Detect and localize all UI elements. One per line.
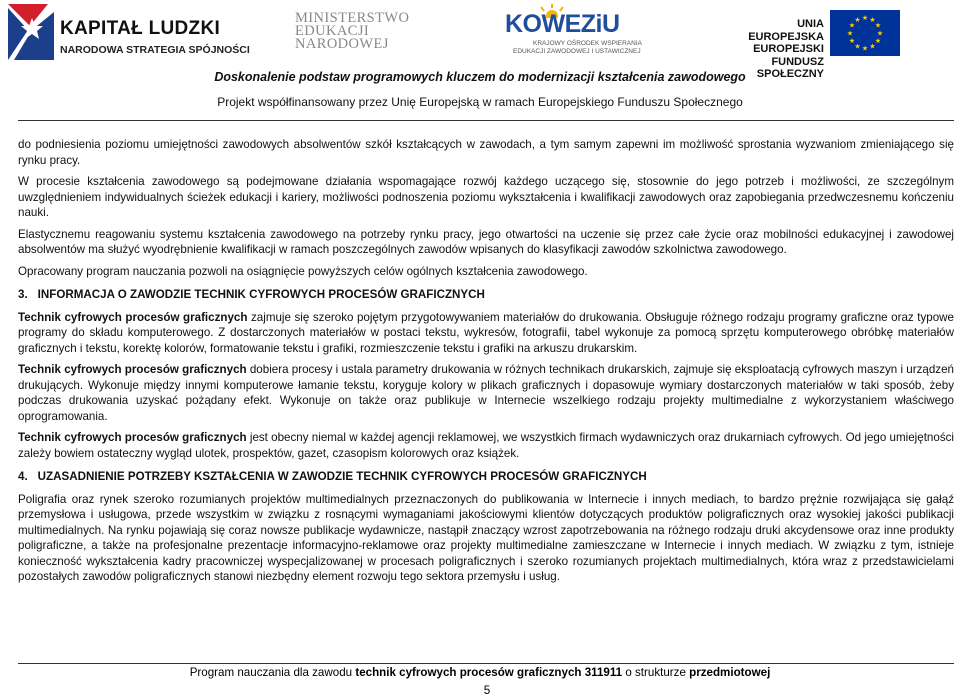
kowezu-subtitle-1: KRAJOWY OŚRODEK WSPIERANIA <box>533 40 642 47</box>
kapital-ludzki-title: KAPITAŁ LUDZKI <box>60 18 221 39</box>
svg-text:★: ★ <box>848 37 856 45</box>
section-3-heading <box>18 287 954 303</box>
page-footer <box>0 666 960 679</box>
svg-text:★: ★ <box>846 29 854 38</box>
ministerstwo-line2: EDUKACJI <box>295 23 370 39</box>
footer-structure: przedmiotowej <box>689 666 771 679</box>
paragraph: Opracowany program nauczania pozwoli na osiągnięcie powyższych celów ogólnych kształcenia zawodowego. <box>18 264 588 278</box>
kapital-ludzki-subtitle: NARODOWA STRATEGIA SPÓJNOŚCI <box>60 44 250 56</box>
ministerstwo-logo <box>295 12 425 54</box>
svg-text:★: ★ <box>854 16 861 24</box>
ministerstwo-line3: NARODOWEJ <box>295 36 389 52</box>
ue-line2: EUROPEJSKI <box>753 43 824 55</box>
header-divider <box>18 120 954 121</box>
paragraph-text: zajmuje się szeroko pojętym przygotowywaniem materiałów do drukowania. Obsługuje różnego rodzaju programy graficzne oraz typowe programy do składu komputerowego. Z dostarczonych materiałów w postaci tekstu, wykresów, fotografii, tabel wykonuje za pomocą sprzętu komputerowego obróbkę materiałów graficznych i tekstu, korektę kolorów, formatowanie tekstu i grafiki, rozmieszczenie tekstu i grafiki na arkuszu drukarskim. <box>18 310 954 355</box>
section-title: UZASADNIENIE POTRZEBY KSZTAŁCENIA W ZAWODZIE TECHNIK CYFROWYCH PROCESÓW GRAFICZNYCH <box>37 470 647 483</box>
footer-middle: o strukturze <box>622 666 690 679</box>
paragraph: do podniesienia poziomu umiejętności zawodowych absolwentów szkół kształcących w zawodach, a tym samym zapewni im możliwość sprostania wyzwaniom zmieniającego się rynku pracy. <box>18 138 954 167</box>
unia-europejska-logo <box>720 10 952 80</box>
section-number: 3. <box>18 288 28 301</box>
program-subtitle: Doskonalenie podstaw programowych kluczem do modernizacji kształcenia zawodowego <box>214 70 746 84</box>
footer-profession: technik cyfrowych procesów graficznych 311911 <box>355 666 623 679</box>
svg-text:★: ★ <box>854 42 861 51</box>
bold-term: Technik cyfrowych procesów graficznych <box>18 310 248 324</box>
cofinancing-subtitle: Projekt współfinansowany przez Unię Europejską w ramach Europejskiego Funduszu Społecznego <box>217 95 743 109</box>
paragraph <box>18 362 954 424</box>
svg-text:★: ★ <box>861 14 869 22</box>
paragraph-text: dobiera procesy i ustala parametry drukowania w różnych technikach drukarskich, zajmuje się eksploatacją cyfrowych maszyn i urządzeń drukujących. Wykonuje między innymi komputerowe łamanie tekstu, koryguje kolory w plikach graficznych i dopasowuje wymiary dostarczonych materiałów w taki sposób, żeby podczas drukowania uzyskać pożądany efekt. Wykonuje on także oraz publikuje w Internecie wszelkiego rodzaju projekty multimedialne z wykorzystaniem właściwego oprogramowania. <box>18 363 955 423</box>
svg-text:★: ★ <box>874 21 882 30</box>
section-4-heading <box>18 469 954 485</box>
kowezu-logo <box>505 4 642 58</box>
footer-prefix: Program nauczania dla zawodu <box>189 666 356 679</box>
section-title: INFORMACJA O ZAWODZIE TECHNIK CYFROWYCH PROCESÓW GRAFICZNYCH <box>37 288 485 301</box>
page-number: 5 <box>483 684 491 697</box>
section-number: 4. <box>18 470 28 483</box>
document-body <box>18 137 954 591</box>
ue-line3: FUNDUSZ SPOŁECZNY <box>756 55 824 80</box>
paragraph: W procesie kształcenia zawodowego są podejmowane działania wspomagające rozwój każdego uczącego się, stosownie do jego potrzeb i możliwości, ze szczególnym uwzględnieniem indywidualnych ścieżek edukacji i kariery, możliwości podnoszenia poziomu wykształcenia i kwalifikacji zawodowych oraz zapobiegania przedwczesnemu kończeniu nauki. <box>18 175 954 219</box>
kowezu-subtitle-2: EDUKACJI ZAWODOWEJ I USTAWICZNEJ <box>513 48 641 55</box>
svg-text:★: ★ <box>869 42 876 51</box>
svg-text:★: ★ <box>874 37 882 45</box>
ministerstwo-line1: MINISTERSTWO <box>295 10 410 26</box>
svg-text:★: ★ <box>848 21 856 30</box>
kowezu-wordmark: KOWEZiU <box>505 10 620 38</box>
svg-text:★: ★ <box>861 44 869 53</box>
page-header <box>0 0 960 109</box>
footer-divider <box>18 663 954 664</box>
paragraph: Poligrafia oraz rynek szeroko rozumianych projektów multimedialnych przeznaczonych do publikowania w Internecie i innych mediach, to bardzo prężnie rozwijająca się gałąź przemysłowa i usługowa, przede wszystkim w związku z rosnącymi wymaganiami jakościowymi klientów dotyczących produktów poligraficznych oraz wysokiej jakości publikacji multimedialnych. Na rynku pojawiają się coraz nowsze publikacje wydawnicze, nastąpił znaczący wzrost zapotrzebowania na różnego rodzaju druki akcydensowe oraz inne produkty poligraficzne, a także na profesjonalne prezentacje informacyjno-reklamowe oraz projekty multimedialne zamieszczane w Internecie i innych mediach. W związku z tym, istnieje konieczność wykształcenia kadry pracowniczej wyspecjalizowanej w procesach poligraficznych i szeroko rozumianych projektach multimedialnych, która wraz z przedstawicielami pozostałych zawodów poligraficznych stanowi niezbędny element rozwoju tego sektora przemysłu i usług. <box>18 492 954 583</box>
kapital-ludzki-logo <box>8 4 250 60</box>
paragraph <box>18 430 954 461</box>
svg-text:★: ★ <box>876 29 884 38</box>
bold-term: Technik cyfrowych procesów graficznych <box>18 363 247 376</box>
kapital-ludzki-star-icon <box>8 4 54 60</box>
bold-term: Technik cyfrowych procesów graficznych <box>18 431 247 444</box>
paragraph <box>18 310 954 357</box>
ue-line1: UNIA EUROPEJSKA <box>748 18 824 43</box>
paragraph: Elastycznemu reagowaniu systemu kształcenia zawodowego na potrzeby rynku pracy, jego otwartości na uczenie się przez całe życie oraz mobilności edukacyjnej i zawodowej absolwentów ma służyć wyodrębnienie kwalifikacji w ramach poszczególnych zawodów wpisanych do klasyfikacji zawodów szkolnictwa zawodowego. <box>18 227 954 256</box>
paragraph-text: jest obecny niemal w każdej agencji reklamowej, we wszystkich firmach wydawniczych oraz drukarniach cyfrowych. Od jego umiejętności zależy bowiem ostateczny wygląd ulotek, prospektów, gazet, czasopism kolorowych oraz książek. <box>18 431 954 460</box>
eu-flag-icon <box>830 10 900 56</box>
svg-text:★: ★ <box>869 16 876 24</box>
